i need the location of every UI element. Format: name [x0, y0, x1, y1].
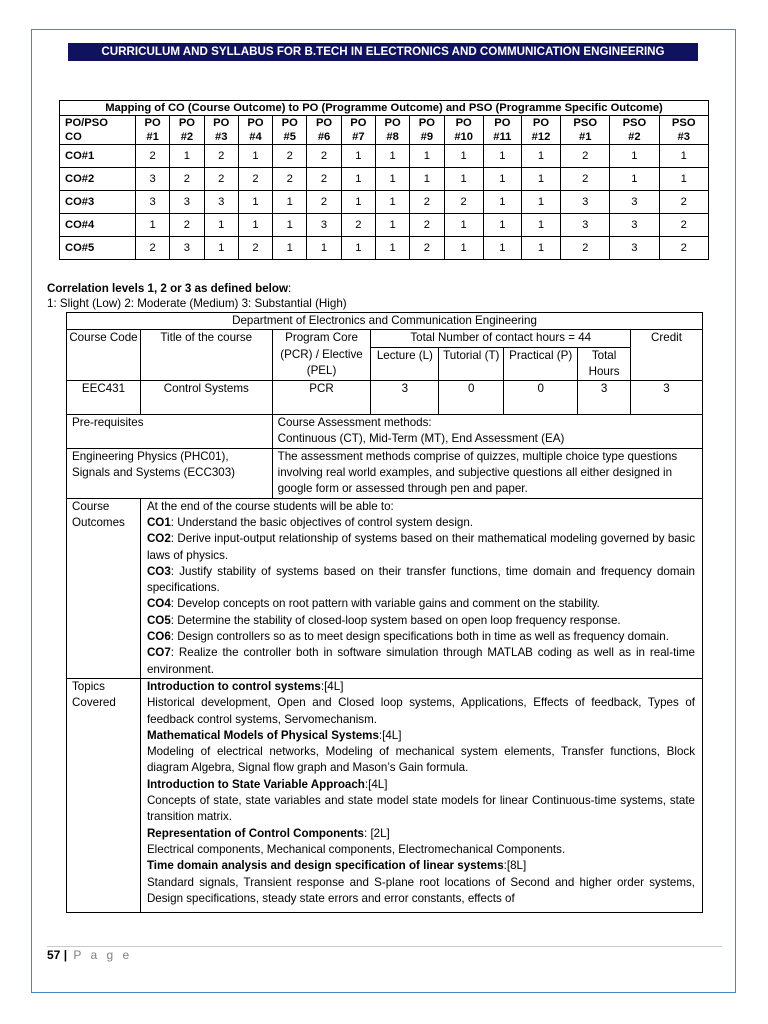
- mapping-cell: 1: [273, 214, 307, 237]
- topic-hours: :[4L]: [364, 777, 388, 791]
- mapping-cell: 3: [170, 237, 204, 260]
- header-practical: Practical (P): [504, 347, 578, 381]
- mapping-column-header: PO #1: [136, 116, 170, 145]
- mapping-cell: 1: [483, 214, 521, 237]
- header-lecture: Lecture (L): [371, 347, 439, 381]
- topics-covered: [140, 678, 702, 912]
- mapping-cell: 1: [483, 191, 521, 214]
- mapping-cell: 1: [521, 168, 560, 191]
- page-label: P a g e: [73, 948, 133, 962]
- course-outcome-item: CO1: Understand the basic objectives of control system design.: [146, 515, 474, 529]
- course-outcomes: [140, 498, 702, 678]
- topic-heading: [147, 858, 695, 874]
- correlation-legend: Correlation levels 1, 2 or 3 as defined below: 1: Slight (Low) 2: Moderate (Medium) 3: Substantial (High): [47, 282, 347, 310]
- mapping-cell: 1: [375, 214, 409, 237]
- mapping-cell: 1: [521, 214, 560, 237]
- mapping-row: [60, 237, 709, 260]
- mapping-cell: 3: [561, 191, 610, 214]
- mapping-cell: 3: [610, 214, 659, 237]
- mapping-cell: 1: [136, 214, 170, 237]
- mapping-cell: 2: [204, 145, 238, 168]
- mapping-cell: 3: [610, 237, 659, 260]
- mapping-row: [60, 191, 709, 214]
- mapping-column-header: PSO #3: [659, 116, 709, 145]
- topic-description: Standard signals, Transient response and S-plane root locations of Second and higher order systems, Design specifications, steady state errors and error constants, effects of: [146, 875, 695, 905]
- mapping-cell: 3: [136, 168, 170, 191]
- mapping-cell: 3: [136, 191, 170, 214]
- document-banner: CURRICULUM AND SYLLABUS FOR B.TECH IN ELECTRONICS AND COMMUNICATION ENGINEERING: [68, 43, 698, 61]
- mapping-cell: 3: [561, 214, 610, 237]
- assessment-description: The assessment methods comprise of quizzes, multiple choice type questions involving real world examples, and subjective questions all either designed in google form or assessed through pen and paper.: [272, 448, 702, 498]
- mapping-column-header: PO #10: [444, 116, 483, 145]
- topic-title: Representation of Control Components: [146, 826, 364, 840]
- mapping-cell: 1: [204, 214, 238, 237]
- mapping-cell: 2: [204, 168, 238, 191]
- mapping-row: [60, 168, 709, 191]
- mapping-cell: 1: [659, 145, 709, 168]
- mapping-cell: 1: [375, 237, 409, 260]
- outcome-id: CO2: [146, 532, 171, 546]
- topic-hours: :[8L]: [503, 859, 527, 873]
- topic-title: Introduction to State Variable Approach: [146, 777, 365, 791]
- mapping-column-header: PO #3: [204, 116, 238, 145]
- topic-heading: [147, 728, 695, 744]
- mapping-cell: 1: [483, 145, 521, 168]
- mapping-cell: 1: [521, 191, 560, 214]
- topics-covered-label: Topics Covered: [67, 678, 141, 912]
- course-outcome-item: CO4: Develop concepts on root pattern with variable gains and comment on the stability.: [146, 597, 600, 611]
- co-label: CO#4: [60, 214, 136, 237]
- mapping-cell: 1: [307, 237, 341, 260]
- course-outcome-item: CO7: Realize the controller both in software simulation through MATLAB coding as well as in real-time environment.: [146, 646, 695, 676]
- mapping-cell: 2: [341, 214, 375, 237]
- outcome-id: CO5: [146, 613, 171, 627]
- prerequisites: [67, 448, 273, 498]
- correlation-title: Correlation levels 1, 2 or 3 as defined below: [47, 282, 288, 295]
- outcome-id: CO7: [146, 646, 171, 660]
- mapping-cell: 1: [410, 145, 444, 168]
- mapping-cell: 2: [307, 191, 341, 214]
- mapping-column-header: PO #7: [341, 116, 375, 145]
- mapping-cell: 2: [561, 237, 610, 260]
- mapping-column-header: PO #6: [307, 116, 341, 145]
- co-po-mapping-table: [59, 100, 709, 260]
- course-outcome-item: CO3: Justify stability of systems based on their transfer functions, time domain and frequency domain specifications.: [146, 564, 695, 595]
- topic-title: Mathematical Models of Physical Systems: [146, 728, 379, 742]
- mapping-cell: 1: [238, 145, 272, 168]
- topic-description: Modeling of electrical networks, Modeling of mechanical system elements, Transfer functions, Block diagram Algebra, Signal flow graph and Mason’s Gain formula.: [146, 745, 695, 775]
- assessment-methods: Course Assessment methods: Continuous (CT), Mid-Term (MT), End Assessment (EA): [272, 415, 702, 449]
- mapping-cell: 1: [170, 145, 204, 168]
- header-total-hours: Total Hours: [578, 347, 631, 381]
- mapping-cell: 2: [659, 214, 709, 237]
- mapping-cell: 1: [483, 168, 521, 191]
- mapping-cell: 3: [204, 191, 238, 214]
- course-outcomes-label: Course Outcomes: [67, 498, 141, 678]
- correlation-levels: 1: Slight (Low) 2: Moderate (Medium) 3: Substantial (High): [47, 297, 347, 310]
- mapping-row: [60, 145, 709, 168]
- credit-value: 3: [631, 381, 703, 415]
- mapping-cell: 1: [659, 168, 709, 191]
- topic-title: Introduction to control systems: [146, 679, 321, 693]
- mapping-cell: 1: [341, 237, 375, 260]
- mapping-column-header: PSO #1: [561, 116, 610, 145]
- mapping-cell: 1: [444, 168, 483, 191]
- topic-heading: [147, 777, 695, 793]
- mapping-cell: 1: [610, 145, 659, 168]
- header-contact-hours: Total Number of contact hours = 44: [371, 330, 631, 347]
- mapping-cell: 2: [170, 168, 204, 191]
- mapping-row: [60, 214, 709, 237]
- mapping-cell: 2: [561, 145, 610, 168]
- total-hours: 3: [578, 381, 631, 415]
- mapping-cell: 2: [273, 145, 307, 168]
- mapping-cell: 2: [307, 168, 341, 191]
- course-type: PCR: [272, 381, 371, 415]
- topic-hours: : [2L]: [364, 826, 390, 840]
- topic-heading: [147, 679, 695, 695]
- page-number: 57: [47, 948, 61, 962]
- mapping-cell: 2: [170, 214, 204, 237]
- mapping-cell: 1: [375, 168, 409, 191]
- mapping-column-header: PO #2: [170, 116, 204, 145]
- mapping-cell: 1: [341, 191, 375, 214]
- footer-separator: [47, 946, 722, 947]
- practical-hours: 0: [504, 381, 578, 415]
- prerequisites-label: Pre-requisites: [67, 415, 273, 449]
- mapping-cell: 2: [561, 168, 610, 191]
- mapping-cell: 1: [483, 237, 521, 260]
- mapping-cell: 2: [238, 168, 272, 191]
- outcome-id: CO6: [146, 630, 171, 644]
- co-label: CO#2: [60, 168, 136, 191]
- course-outcome-item: CO5: Determine the stability of closed-loop system based on open loop frequency response.: [146, 613, 621, 627]
- mapping-column-header: PO #4: [238, 116, 272, 145]
- header-credit: Credit: [631, 330, 703, 381]
- mapping-cell: 1: [238, 191, 272, 214]
- mapping-cell: 2: [307, 145, 341, 168]
- header-tutorial: Tutorial (T): [439, 347, 504, 381]
- topic-title: Time domain analysis and design specification of linear systems: [146, 859, 504, 873]
- mapping-cell: 2: [238, 237, 272, 260]
- course-outcome-item: CO6: Design controllers so as to meet design specifications both in time as well as frequency domain.: [146, 630, 669, 644]
- mapping-cell: 1: [375, 191, 409, 214]
- mapping-cell: 2: [410, 191, 444, 214]
- header-course-title: Title of the course: [140, 330, 272, 381]
- mapping-title: Mapping of CO (Course Outcome) to PO (Programme Outcome) and PSO (Programme Specific Outcome): [60, 101, 709, 116]
- topic-heading: [147, 826, 695, 842]
- course-outcome-item: CO2: Derive input-output relationship of systems based on their mathematical modeling governed by basic laws of physics.: [146, 532, 695, 562]
- mapping-cell: 2: [273, 168, 307, 191]
- mapping-corner-header: PO/PSO CO: [60, 116, 136, 145]
- co-label: CO#3: [60, 191, 136, 214]
- mapping-cell: 1: [521, 145, 560, 168]
- mapping-cell: 1: [273, 191, 307, 214]
- mapping-cell: 1: [444, 145, 483, 168]
- mapping-cell: 2: [136, 145, 170, 168]
- mapping-cell: 1: [204, 237, 238, 260]
- mapping-cell: 1: [521, 237, 560, 260]
- mapping-cell: 1: [444, 214, 483, 237]
- mapping-cell: 3: [170, 191, 204, 214]
- header-course-code: Course Code: [67, 330, 141, 381]
- outcome-id: CO1: [146, 515, 171, 529]
- mapping-cell: 1: [410, 168, 444, 191]
- mapping-cell: 2: [410, 237, 444, 260]
- page-footer: 57 | P a g e: [47, 948, 133, 962]
- outcomes-intro: At the end of the course students will be able to:: [146, 499, 394, 513]
- mapping-cell: 2: [659, 191, 709, 214]
- topic-description: Electrical components, Mechanical components, Electromechanical Components.: [146, 842, 566, 856]
- header-program-core: Program Core (PCR) / Elective (PEL): [272, 330, 371, 381]
- topic-description: Concepts of state, state variables and state model state models for linear Continuous-time systems, state transition matrix.: [146, 794, 695, 824]
- outcome-id: CO4: [146, 597, 171, 611]
- co-label: CO#5: [60, 237, 136, 260]
- mapping-cell: 3: [610, 191, 659, 214]
- mapping-cell: 1: [375, 145, 409, 168]
- outcome-id: CO3: [146, 564, 171, 578]
- department-title: Department of Electronics and Communication Engineering: [67, 313, 703, 330]
- topic-description: Historical development, Open and Closed loop systems, Applications, Effects of feedback, Types of feedback control systems, Servomechanism.: [146, 696, 695, 726]
- co-label: CO#1: [60, 145, 136, 168]
- prerequisite-item: Engineering Physics (PHC01),: [72, 449, 229, 463]
- mapping-cell: 1: [238, 214, 272, 237]
- topic-hours: :[4L]: [378, 728, 402, 742]
- mapping-column-header: PO #5: [273, 116, 307, 145]
- tutorial-hours: 0: [439, 381, 504, 415]
- mapping-cell: 1: [273, 237, 307, 260]
- mapping-cell: 1: [610, 168, 659, 191]
- prerequisite-item: Signals and Systems (ECC303): [72, 466, 236, 480]
- mapping-column-header: PO #9: [410, 116, 444, 145]
- mapping-cell: 1: [341, 145, 375, 168]
- mapping-column-header: PO #12: [521, 116, 560, 145]
- mapping-cell: 1: [341, 168, 375, 191]
- mapping-cell: 1: [444, 237, 483, 260]
- mapping-cell: 2: [410, 214, 444, 237]
- course-title: Control Systems: [140, 381, 272, 415]
- course-code: EEC431: [67, 381, 141, 415]
- course-details-table: [66, 312, 703, 913]
- mapping-cell: 2: [659, 237, 709, 260]
- mapping-cell: 2: [444, 191, 483, 214]
- mapping-column-header: PO #8: [375, 116, 409, 145]
- lecture-hours: 3: [371, 381, 439, 415]
- mapping-cell: 3: [307, 214, 341, 237]
- mapping-cell: 2: [136, 237, 170, 260]
- mapping-column-header: PSO #2: [610, 116, 659, 145]
- mapping-column-header: PO #11: [483, 116, 521, 145]
- topic-hours: :[4L]: [320, 679, 344, 693]
